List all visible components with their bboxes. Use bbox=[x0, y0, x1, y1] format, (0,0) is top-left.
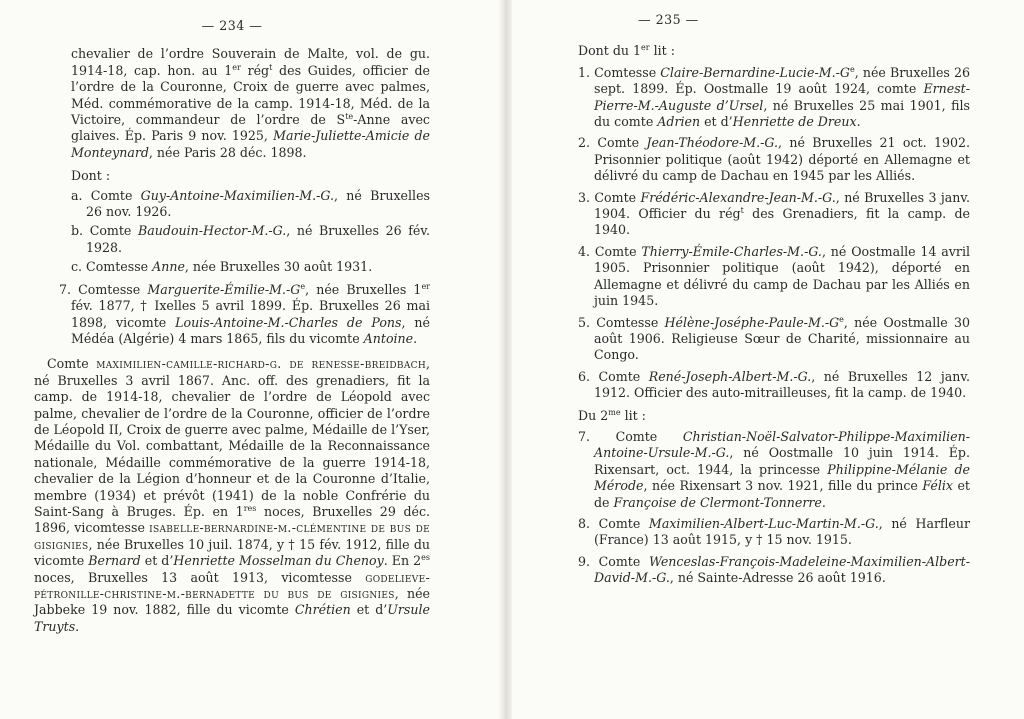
entry-7-marguerite: 7. Comtesse Marguerite-$Émilie-M.-G^e$, née Bruxelles 1er fév. 1877, † Ixelles 5 avril 1899. Ép. Bruxelles 26 mai 1898, vicomte Louis-Antoine-M.-Charles de Pons, né Médéa (Algérie) 4 mars 1865, fils du vicomte Antoine. bbox=[59, 281, 430, 346]
first-marriage-heading: Dont du 1er lit : bbox=[578, 43, 675, 59]
dont-heading: Dont : bbox=[71, 168, 111, 184]
right-entry-1: 1. Comtesse Claire-$Bernardine-Lucie-M.-G^e$, née Bruxelles 26 sept. 1899. Ép. Oostmalle 19 août 1924, comte Ernest-Pierre-M.-Auguste d’Ursel, né Bruxelles 25 mai 1901, fils du comte Adrien et d’Henriette de Dreux. bbox=[578, 64, 971, 130]
left-page bbox=[34, 0, 430, 719]
book-gutter bbox=[498, 0, 512, 719]
child-entry-b: b. Comte Baudouin-Hector-M.-G., né Bruxelles 26 fév. 1928. bbox=[71, 223, 430, 255]
right-entry-8: 8. Comte Maximilien-Albert-Luc-Martin-M.-G., né Harfleur (France) 13 août 1915, y † 15 nov. 1915. bbox=[578, 515, 970, 548]
right-entry-9: 9. Comte Wenceslas-François-Madeleine-Maximilien-Albert-David-M.-G., né Sainte-Adresse 26 août 1916. bbox=[578, 553, 970, 586]
right-entry-2: 2. Comte Jean-Théodore-M.-G., né Bruxelles 21 oct. 1902. Prisonnier politique (août 1942) déporté en Allemagne et délivré du camp de Dachau en 1945 par les Alliés. bbox=[578, 135, 970, 184]
page-number-right: — 235 — bbox=[638, 12, 699, 27]
right-entry-5: 5. Comtesse Hélène-$Joséphe-Paule-M.-G^e$, née Oostmalle 30 août 1906. Religieuse Sœur de Charité, missionnaire au Congo. bbox=[578, 314, 970, 363]
child-entry-a: a. Comte Guy-Antoine-Maximilien-M.-G., né Bruxelles 26 nov. 1926. bbox=[71, 187, 430, 220]
right-entry-3: 3. Comte Frédéric-Alexandre-Jean-M.-G., né Bruxelles 3 janv. 1904. Officier du rég$^t$ des Grenadiers, fit la camp. de 1940. bbox=[578, 189, 970, 238]
page-number-left: — 234 — bbox=[201, 18, 263, 33]
child-entry-c: c. Comtesse Anne, née Bruxelles 30 août 1931. bbox=[71, 259, 373, 275]
right-page bbox=[578, 0, 970, 719]
right-entry-6: 6. Comte René-Joseph-Albert-M.-G., né Bruxelles 12 janv. 1912. Officier des auto-mitrailleuses, fit la camp. de 1940. bbox=[578, 368, 970, 401]
right-entry-7: 7. Comte Christian-Noël-Salvator-Philippe-Maximilien-Antoine-Ursule-M.-G., né Oostmalle 10 juin 1914. Ép. Rixensart, oct. 1944, la princesse Philippine-Mélanie de Mérode, née Rixensart 3 nov. 1921, fille du prince Félix et de Françoise de Clermont-Tonnerre. bbox=[578, 428, 970, 510]
continuation-paragraph: chevalier de l’ordre Souverain de Malte, vol. de gu. 1914-18, cap. hon. au 1er rég$^t$ des Guides, officier de l’ordre de la Couronne, Croix de guerre avec palmes, Méd. commémorative de la camp. 1914-18, Méd. de la Victoire, commandeur de l’ordre de $S^{te}$-Anne avec glaives. Ép. Paris 9 nov. 1925, Marie-Juliette-Amicie de Monteynard, née Paris 28 déc. 1898. bbox=[71, 46, 430, 160]
second-marriage-heading: Du $2^{me}$ lit : bbox=[578, 407, 646, 423]
comte-maximilien-paragraph: Comte maximilien-camille-richard-g. de renesse-breidbach, né Bruxelles 3 avril 1867. Anc. off. des grenadiers, fit la camp. de 1914-18, chevalier de l’ordre de Léopold avec palme, chevalier de l’ordre de la Couronne, officier de l’ordre de Léopold II, Croix de guerre avec palme, Médaille de l’Yser, Médaille du Vol. combattant, Médaille de la Reconnaissance nationale, Médaille commémorative de la guerre 1914-18, chevalier de la Légion d’honneur et de la Couronne d’Italie, membre (1934) et prévôt (1941) de la noble Confrérie du Saint-Sang à Bruges. Ép. en 1res noces, Bruxelles 29 déc. 1896, vicomtesse isabelle-bernardine-m.-clémentine de bus de gisignies, née Bruxelles 10 juil. 1874, y † 15 fév. 1912, fille du vicomte Bernard et d’Henriette Mosselman du Chenoy. En $2^{es}$ noces, Bruxelles 13 août 1913, vicomtesse godelieve-pétronille-christine-m.-bernadette du bus de gisignies, née Jabbeke 19 nov. 1882, fille du vicomte Chrétien et d’Ursule Truyts. bbox=[34, 356, 431, 634]
right-entry-4: 4. Comte Thierry-Émile-Charles-M.-G., né Oostmalle 14 avril 1905. Prisonnier politique (août 1942), déporté en Allemagne et délivré du camp de Dachau par les Alliés en juin 1945. bbox=[578, 243, 970, 309]
